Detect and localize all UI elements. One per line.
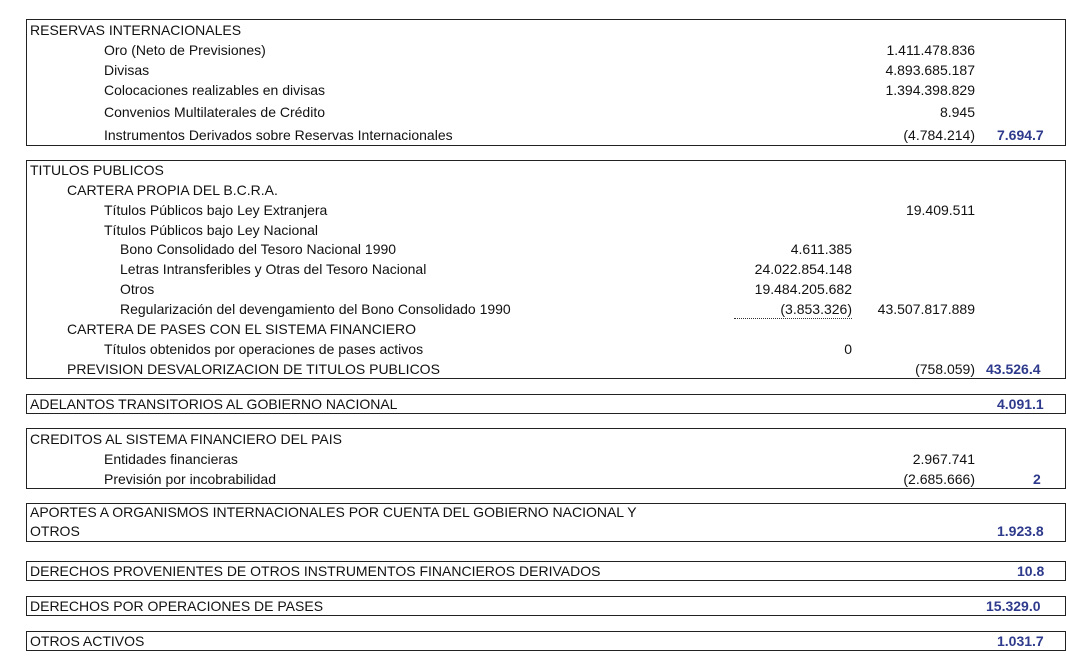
prevision-label: PREVISION DESVALORIZACION DE TITULOS PUBLICOS (67, 361, 440, 377)
derechos-derivados-label: DERECHOS PROVENIENTES DE OTROS INSTRUMENTOS FINANCIEROS DERIVADOS (30, 563, 601, 579)
reservas-row-label: Convenios Multilaterales de Crédito (104, 104, 325, 120)
creditos-title: CREDITOS AL SISTEMA FINANCIERO DEL PAIS (30, 431, 342, 447)
reservas-row-value: 4.893.685.187 (885, 62, 975, 78)
reservas-total: 7.694.7 (997, 127, 1044, 143)
titulos-sub-label: Regularización del devengamiento del Bono Consolidado 1990 (120, 301, 511, 317)
aportes-total: 1.923.8 (997, 523, 1044, 539)
titulos-subtotal: 43.507.817.889 (877, 301, 975, 317)
titulos-sub-label: Otros (120, 281, 155, 297)
titulos-sub-value: (3.853.326) (734, 300, 852, 319)
ley-extranjera-label: Títulos Públicos bajo Ley Extranjera (104, 202, 328, 218)
ley-extranjera-value: 19.409.511 (905, 202, 975, 218)
titulos-sub-label: Bono Consolidado del Tesoro Nacional 1990 (120, 241, 397, 257)
reservas-row-label: Instrumentos Derivados sobre Reservas Internacionales (104, 127, 453, 143)
titulos-sub-label: Letras Intransferibles y Otras del Tesoro Nacional (120, 261, 427, 277)
creditos-row-label: Entidades financieras (104, 451, 238, 467)
creditos-row-value: (2.685.666) (903, 471, 975, 487)
cartera-pases-heading: CARTERA DE PASES CON EL SISTEMA FINANCIERO (67, 321, 417, 337)
otros-activos-label: OTROS ACTIVOS (30, 633, 145, 649)
titulos-title: TITULOS PUBLICOS (30, 162, 164, 178)
reservas-row-label: Divisas (104, 62, 150, 78)
aportes-line1: APORTES A ORGANISMOS INTERNACIONALES POR CUENTA DEL GOBIERNO NACIONAL Y (30, 504, 637, 520)
aportes-line2: OTROS (30, 523, 80, 539)
derechos-pases-label: DERECHOS POR OPERACIONES DE PASES (30, 598, 324, 614)
creditos-row-label: Previsión por incobrabilidad (104, 471, 276, 487)
reservas-row-label: Colocaciones realizables en divisas (104, 82, 326, 98)
reservas-row-value: (4.784.214) (903, 127, 975, 143)
titulos-sub-value: 24.022.854.148 (754, 261, 852, 277)
ley-nacional-heading: Títulos Públicos bajo Ley Nacional (104, 222, 319, 238)
reservas-title: RESERVAS INTERNACIONALES (30, 22, 242, 38)
creditos-row-value: 2.967.741 (912, 451, 975, 467)
pases-activos-label: Títulos obtenidos por operaciones de pases activos (104, 341, 424, 357)
reservas-row-value: 1.411.478.836 (886, 42, 975, 58)
adelantos-label: ADELANTOS TRANSITORIOS AL GOBIERNO NACIONAL (30, 396, 398, 412)
titulos-sub-value: 19.484.205.682 (754, 281, 852, 297)
reservas-row-label: Oro (Neto de Previsiones) (104, 42, 266, 58)
otros-activos-box (26, 631, 1066, 651)
creditos-total: 2 (1033, 471, 1041, 487)
reservas-row-value: 1.394.398.829 (885, 82, 975, 98)
derechos-pases-total: 15.329.0 (986, 598, 1041, 614)
pases-activos-value: 0 (844, 341, 852, 357)
titulos-sub-value: 4.611.385 (790, 241, 852, 257)
reservas-row-value: 8.945 (939, 104, 975, 120)
cartera-propia-heading: CARTERA PROPIA DEL B.C.R.A. (67, 182, 278, 198)
prevision-value: (758.059) (915, 361, 975, 377)
otros-activos-total: 1.031.7 (997, 633, 1044, 649)
titulos-total: 43.526.4 (986, 361, 1041, 377)
adelantos-total: 4.091.1 (997, 396, 1044, 412)
derechos-derivados-total: 10.8 (1017, 563, 1045, 579)
